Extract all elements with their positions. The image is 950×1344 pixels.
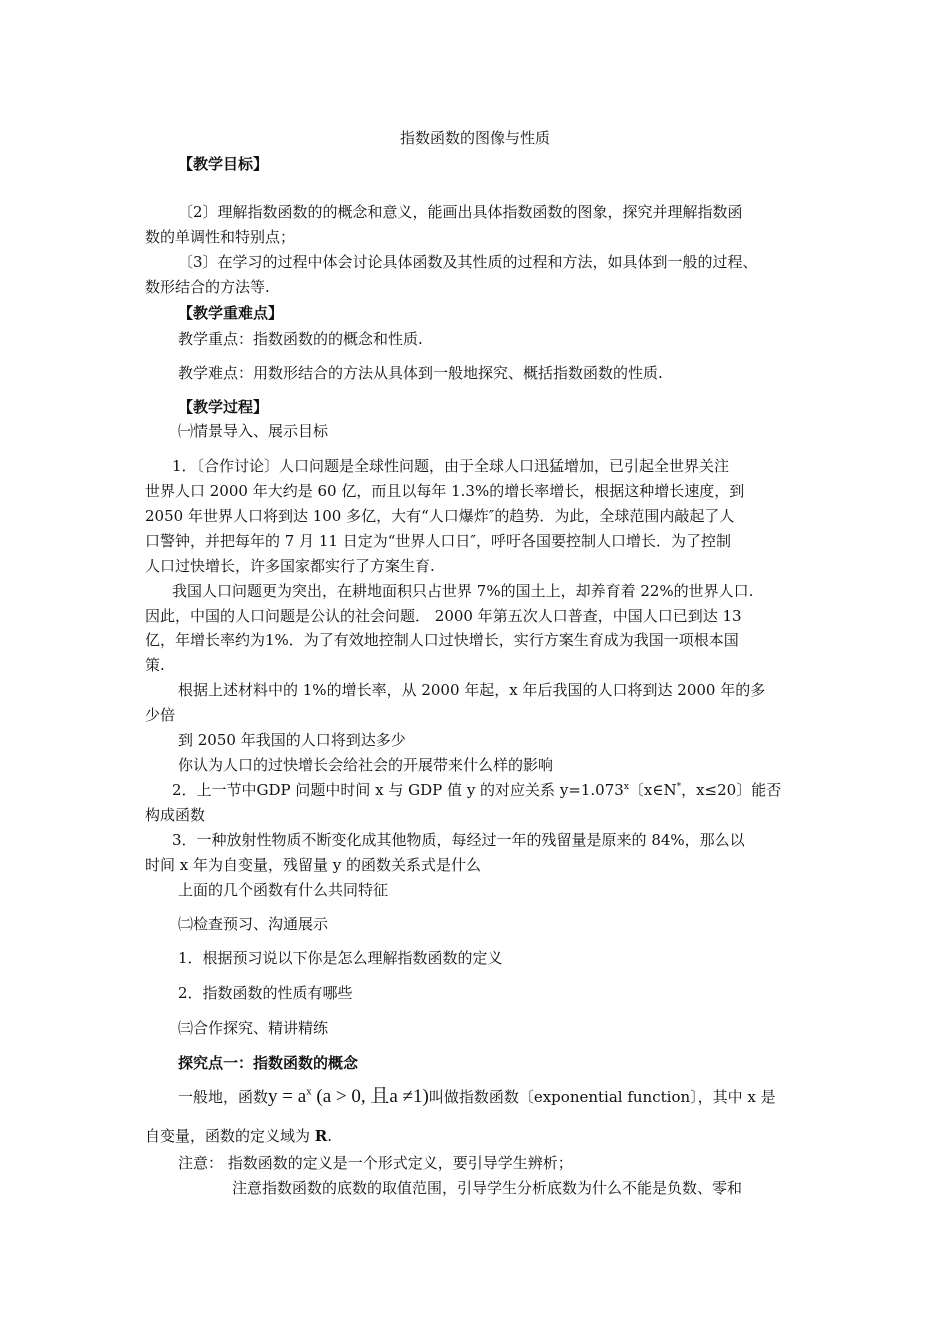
paragraph-2-line-4: 策.: [145, 656, 165, 674]
paragraph-4-line-2: 时间 x 年为自变量，残留量 y 的函数关系式是什么: [145, 856, 482, 874]
difficult-point: 教学难点：用数形结合的方法从具体到一般地探究、概括指数函数的性质.: [178, 364, 663, 382]
paragraph-2-line-3: 亿，年增长率约为1%．为了有效地控制人口过快增长，实行方案生育成为我国一项根本国: [145, 631, 739, 649]
section-2-heading: ㈡检查预习、沟通展示: [178, 915, 329, 933]
section-3-heading: ㈢合作探究、精讲精练: [178, 1019, 329, 1037]
gdp-exponent: x: [623, 782, 629, 792]
formula-base: y = a: [268, 1086, 307, 1107]
paragraph-5: 上面的几个函数有什么共同特征: [178, 881, 389, 899]
domain-symbol: R: [314, 1127, 328, 1145]
note-1: 注意： 指数函数的定义是一个形式定义，要引导学生辨析；: [178, 1154, 573, 1172]
heading-key-points: 【教学重难点】: [178, 304, 284, 322]
definition-prefix: 一般地，函数: [178, 1088, 269, 1106]
gdp-text-c: ，x≤20〕能否: [681, 781, 782, 799]
paragraph-1-line-1: 1．〔合作讨论〕人口问题是全球性问题，由于全球人口迅猛增加，已引起全世界关注: [172, 457, 730, 475]
question-2: 到 2050 年我国的人口将到达多少: [178, 731, 406, 749]
paragraph-1-line-4: 口警钟，并把每年的 7 月 11 日定为“世界人口日″，呼吁各国要控制人口增长．为了控制: [145, 532, 731, 550]
gdp-text-b: 〔x∈N: [628, 781, 677, 799]
explore-point-1-heading: 探究点一：指数函数的概念: [178, 1054, 359, 1072]
objective-3-line-1: 〔3〕在学习的过程中体会讨论具体函数及其性质的过程和方法，如具体到一般的过程、: [178, 253, 758, 271]
heading-process: 【教学过程】: [178, 398, 269, 416]
section-2-item-2: 2．指数函数的性质有哪些: [178, 984, 353, 1002]
doc-title: 指数函数的图像与性质: [399, 129, 550, 147]
note-2: 注意指数函数的底数的取值范围，引导学生分析底数为什么不能是负数、零和: [232, 1179, 743, 1197]
definition-line-2: [145, 1126, 332, 1146]
gdp-text-a: 2．上一节中GDP 问题中时间 x 与 GDP 值 y 的对应关系 y=1.073: [172, 781, 624, 799]
exponential-formula: [268, 1086, 429, 1107]
paragraph-2-line-2: 因此，中国的人口问题是公认的社会问题． 2000 年第五次人口普查，中国人口已到达 13: [145, 607, 742, 625]
paragraph-3-line-1: [172, 780, 781, 800]
paragraph-2-line-1: 我国人口问题更为突出，在耕地面积只占世界 7%的国土上，却养育着 22%的世界人口.: [172, 582, 754, 600]
definition-suffix: 叫做指数函数〔exponential function〕，其中 x 是: [428, 1088, 776, 1106]
question-3: 你认为人口的过快增长会给社会的开展带来什么样的影响: [178, 756, 554, 774]
objective-2-line-2: 数的单调性和特别点；: [145, 228, 296, 246]
question-1-line-1: 根据上述材料中的 1%的增长率，从 2000 年起，x 年后我国的人口将到达 2000 年的多: [178, 681, 766, 699]
formula-exponent: x: [306, 1085, 312, 1098]
section-1-heading: ㈠情景导入、展示目标: [178, 422, 329, 440]
heading-objectives: 【教学目标】: [178, 155, 269, 173]
question-1-line-2: 少倍: [145, 706, 176, 724]
key-point: 教学重点：指数函数的的概念和性质.: [178, 330, 423, 348]
paragraph-1-line-3: 2050 年世界人口将到达 100 多亿，大有“人口爆炸″的趋势．为此，全球范围内敲起了人: [145, 507, 735, 525]
section-2-item-1: 1．根据预习说以下你是怎么理解指数函数的定义: [178, 949, 503, 967]
paragraph-1-line-2: 世界人口 2000 年大约是 60 亿，而且以每年 1.3%的增长率增长，根据这种增长速度，到: [145, 482, 745, 500]
paragraph-1-line-5: 人口过快增长，许多国家都实行了方案生育.: [145, 557, 435, 575]
objective-2-line-1: 〔2〕理解指数函数的的概念和意义，能画出具体指数函数的图象，探究并理解指数函: [178, 203, 743, 221]
formula-condition: (a > 0, 且a ≠1): [311, 1086, 429, 1107]
definition-domain-text: 自变量，函数的定义域为: [145, 1127, 315, 1145]
definition-period: .: [327, 1127, 333, 1145]
objective-3-line-2: 数形结合的方法等.: [145, 278, 270, 296]
paragraph-4-line-1: 3．一种放射性物质不断变化成其他物质，每经过一年的残留量是原来的 84%，那么以: [172, 831, 745, 849]
gdp-star: *: [676, 782, 682, 792]
definition-line-1: [178, 1085, 776, 1109]
paragraph-3-line-2: 构成函数: [145, 806, 206, 824]
